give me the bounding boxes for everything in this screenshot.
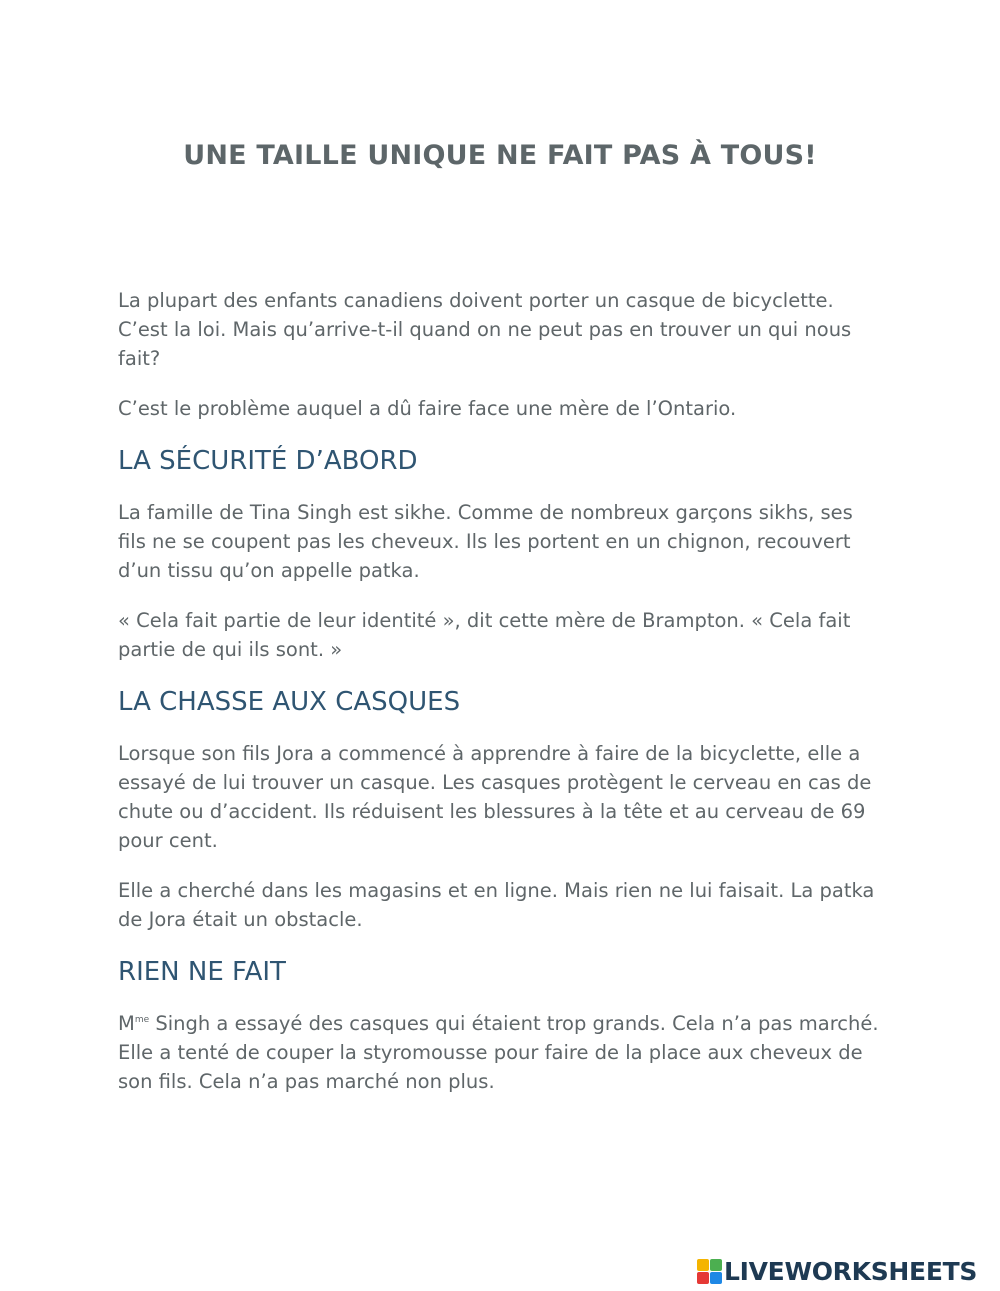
section1-paragraph-2: « Cela fait partie de leur identité », dit cette mère de Brampton. « Cela fait partie de qui ils sont. » bbox=[118, 609, 851, 661]
logo-square-red bbox=[697, 1272, 709, 1284]
logo-text: LIVEWORKSHEETS bbox=[724, 1256, 978, 1286]
section-heading-rien: RIEN NE FAIT bbox=[118, 957, 286, 987]
logo-square-green bbox=[710, 1259, 722, 1271]
intro-paragraph-1: La plupart des enfants canadiens doivent porter un casque de bicyclette. C’est la loi. Mais qu’arrive-t-il quand on ne peut pas en trouver un qui nous fait? bbox=[118, 289, 852, 370]
liveworksheets-logo-icon bbox=[697, 1259, 722, 1284]
honorific-superscript: me bbox=[134, 1015, 150, 1025]
section3-paragraph-1 bbox=[118, 1009, 883, 1096]
section2-paragraph-2: Elle a cherché dans les magasins et en ligne. Mais rien ne lui faisait. La patka de Jora était un obstacle. bbox=[118, 879, 875, 931]
intro-paragraph-2: C’est le problème auquel a dû faire face une mère de l’Ontario. bbox=[118, 397, 737, 420]
page-title: UNE TAILLE UNIQUE NE FAIT PAS À TOUS! bbox=[183, 140, 817, 171]
liveworksheets-logo[interactable] bbox=[697, 1254, 977, 1288]
logo-square-blue bbox=[710, 1272, 722, 1284]
honorific-prefix: M bbox=[118, 1012, 135, 1035]
article-body bbox=[118, 286, 883, 1117]
section2-paragraph-1: Lorsque son fils Jora a commencé à apprendre à faire de la bicyclette, elle a essayé de lui trouver un casque. Les casques protègent le cerveau en cas de chute ou d’accident. Ils réduisent les blessures à la tête et au cerveau de 69 pour cent. bbox=[118, 742, 872, 852]
section-heading-securite: LA SÉCURITÉ D’ABORD bbox=[118, 446, 418, 476]
section3-paragraph-text: Singh a essayé des casques qui étaient trop grands. Cela n’a pas marché. Elle a tenté de couper la styromousse pour faire de la place aux cheveux de son fils. Cela n’a pas marché non plus. bbox=[118, 1012, 879, 1093]
logo-square-yellow bbox=[697, 1259, 709, 1271]
section-heading-chasse: LA CHASSE AUX CASQUES bbox=[118, 687, 461, 717]
section1-paragraph-1: La famille de Tina Singh est sikhe. Comme de nombreux garçons sikhs, ses fils ne se coupent pas les cheveux. Ils les portent en un chignon, recouvert d’un tissu qu’on appelle patka. bbox=[118, 501, 853, 582]
